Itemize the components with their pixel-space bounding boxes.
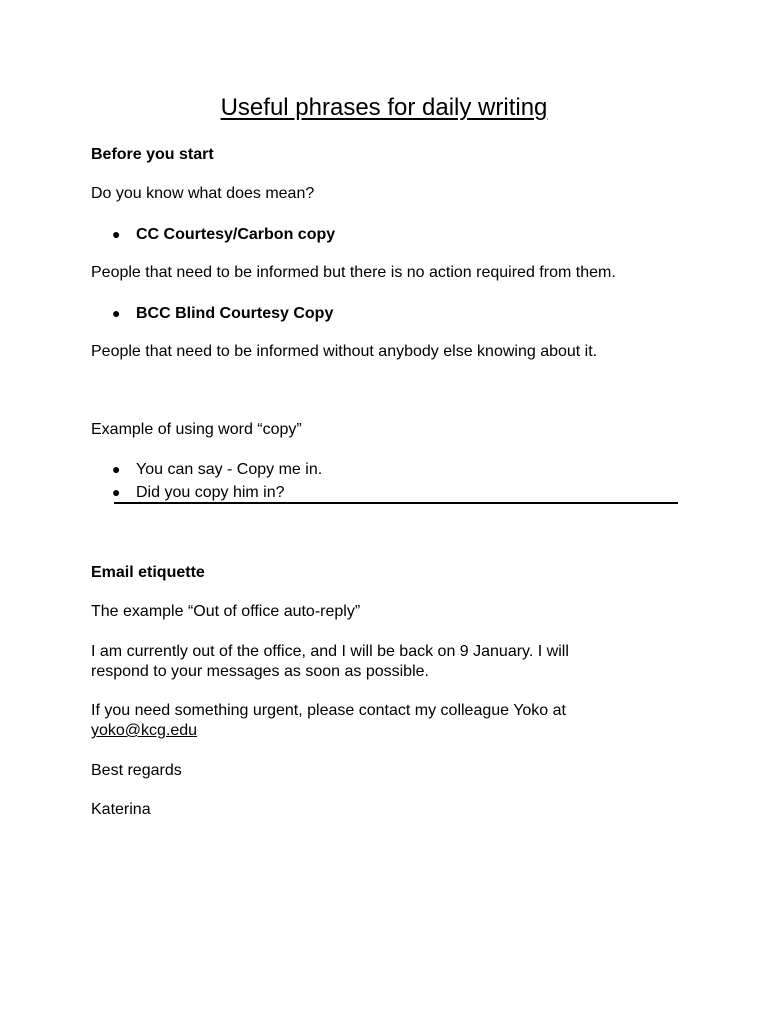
section-heading-before-you-start: Before you start <box>91 146 214 163</box>
list-item-cc <box>112 224 335 245</box>
horizontal-divider <box>114 502 678 504</box>
example-text: You can say - Copy me in. <box>136 461 323 478</box>
closing-text: Best regards <box>91 762 182 779</box>
urgent-contact-text: If you need something urgent, please contact my colleague Yoko at <box>91 702 566 719</box>
bullet-icon: ● <box>112 305 121 321</box>
list-item-bcc <box>112 303 333 324</box>
bullet-icon: ● <box>112 226 121 242</box>
bcc-description: People that need to be informed without anybody else knowing about it. <box>91 343 598 360</box>
email-link-row <box>91 721 197 741</box>
question-text: Do you know what does mean? <box>91 185 315 202</box>
example-text: Did you copy him in? <box>136 484 285 501</box>
reply-text-line-1: I am currently out of the office, and I will be back on 9 January. I will <box>91 643 569 660</box>
cc-description: People that need to be informed but there is no action required from them. <box>91 264 616 281</box>
signature-text: Katerina <box>91 801 151 818</box>
bullet-icon: ● <box>112 461 121 477</box>
email-link[interactable]: yoko@kcg.edu <box>91 722 198 739</box>
cc-bullet-text: CC Courtesy/Carbon copy <box>136 226 336 243</box>
page-title: Useful phrases for daily writing <box>220 94 548 121</box>
bullet-icon: ● <box>112 484 121 500</box>
list-item-example <box>112 482 285 503</box>
section-heading-email-etiquette: Email etiquette <box>91 564 205 581</box>
bcc-bullet-text: BCC Blind Courtesy Copy <box>136 305 334 322</box>
list-item-example <box>112 459 322 480</box>
auto-reply-example-intro: The example “Out of office auto-reply” <box>91 603 361 620</box>
reply-text-line-2: respond to your messages as soon as possible. <box>91 663 429 680</box>
copy-example-intro: Example of using word “copy” <box>91 421 302 438</box>
